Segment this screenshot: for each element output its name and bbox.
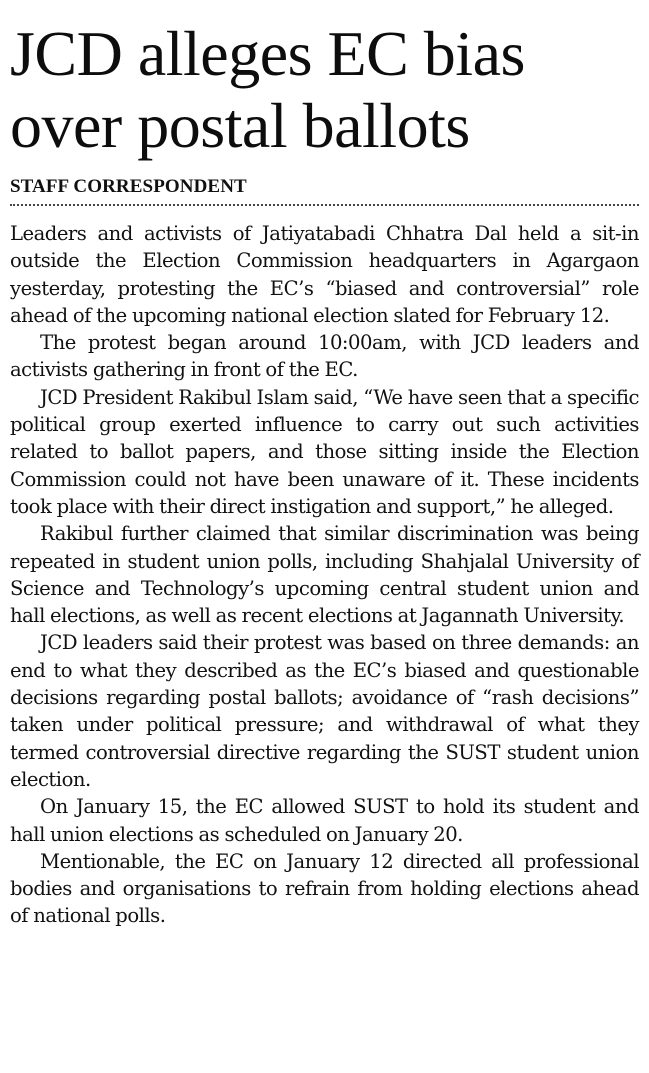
- body-paragraph: Rakibul further claimed that similar discrimination was being repeated in student union polls, including Shahjalal University of Science and Technology’s upcoming central student union and hall elections, as well as recent elections at Jagannath University.: [10, 522, 639, 628]
- body-paragraph: On January 15, the EC allowed SUST to hold its student and hall union elections as scheduled on January 20.: [10, 795, 639, 846]
- body-paragraph: Leaders and activists of Jatiyatabadi Chhatra Dal held a sit-in outside the Election Commission headquarters in Agargaon yesterday, protesting the EC’s “biased and controversial” role ahead of the upcoming national election slated for February 12.: [10, 222, 639, 327]
- dotted-divider: [10, 204, 639, 206]
- article-body: [10, 220, 639, 930]
- news-article: [10, 18, 639, 930]
- body-paragraph: JCD President Rakibul Islam said, “We have seen that a specific political group exerted influence to carry out such activities related to ballot papers, and those sitting inside the Election Commission could not have been unaware of it. These incidents took place with their direct instigation and support,” he alleged.: [10, 385, 639, 518]
- headline-line: over postal ballots: [10, 90, 470, 161]
- body-paragraph: JCD leaders said their protest was based on three demands: an end to what they described as the EC’s biased and questionable decisions regarding postal ballots; avoidance of “rash decisions” taken under political pressure; and withdrawal of what they termed controversial directive regarding the SUST student union election.: [10, 631, 639, 791]
- headline-line: JCD alleges EC bias: [10, 18, 525, 89]
- byline: STAFF CORRESPONDENT: [10, 176, 247, 197]
- body-paragraph: The protest began around 10:00am, with JCD leaders and activists gathering in front of the EC.: [10, 331, 639, 382]
- body-paragraph: Mentionable, the EC on January 12 directed all professional bodies and organisations to refrain from holding elections ahead of national polls.: [10, 849, 639, 928]
- headline: [10, 18, 639, 162]
